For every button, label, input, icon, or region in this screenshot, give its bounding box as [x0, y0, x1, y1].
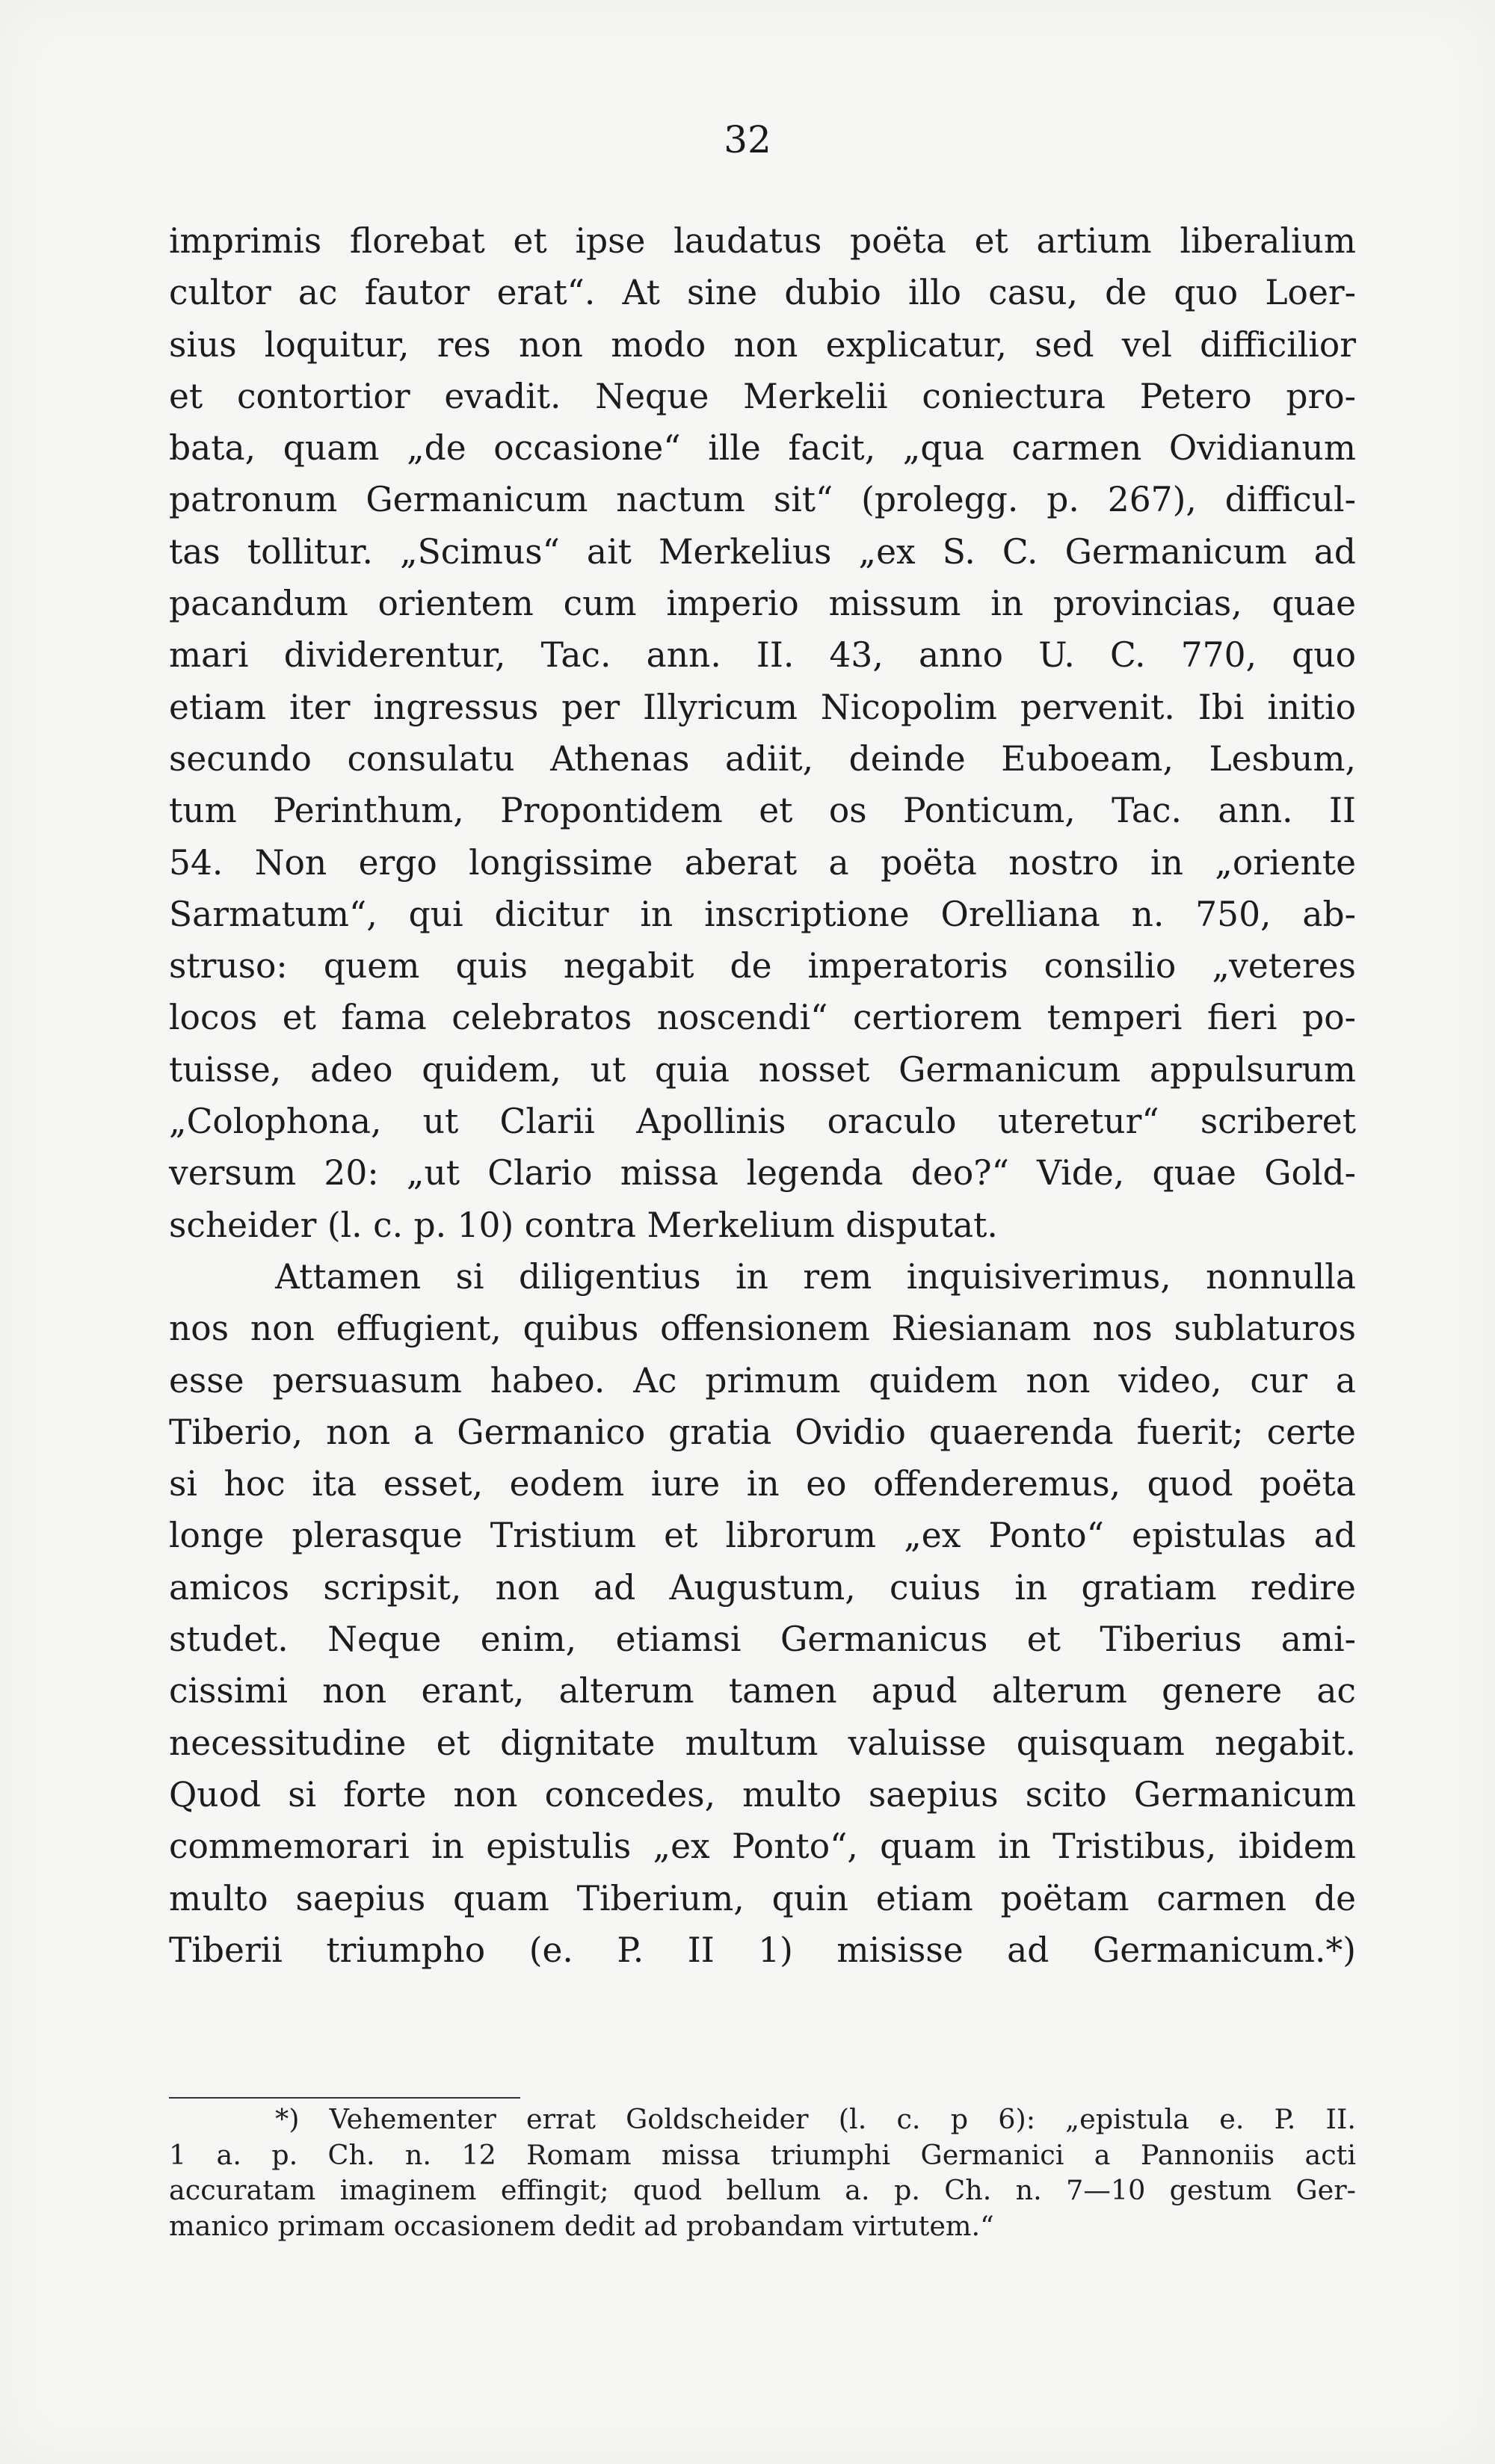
text-line: tuisse, adeo quidem, ut quia nosset Germanicum appulsurum [169, 1049, 1356, 1090]
text-line: tum Perinthum, Propontidem et os Ponticum, Tac. ann. II [169, 791, 1356, 831]
text-line: patronum Germanicum nactum sit“ (prolegg. p. 267), difficul- [169, 480, 1356, 520]
text-line: longe plerasque Tristium et librorum „ex Ponto“ epistulas ad [169, 1516, 1356, 1556]
text-line: „Colophona, ut Clarii Apollinis oraculo uteretur“ scriberet [169, 1102, 1356, 1142]
paragraph-start-line: Attamen si diligentius in rem inquisiverimus, nonnulla [275, 1256, 1356, 1297]
text-line: secundo consulatu Athenas adiit, deinde Euboeam, Lesbum, [169, 738, 1356, 779]
footnote [169, 2102, 1356, 2244]
text-line: si hoc ita esset, eodem iure in eo offenderemus, quod poëta [169, 1464, 1356, 1504]
footnote-line: 1 a. p. Ch. n. 12 Romam missa triumphi Germanici a Pannoniis acti [169, 2138, 1356, 2171]
text-line: commemorari in epistulis „ex Ponto“, quam in Tristibus, ibidem [169, 1827, 1356, 1867]
text-line: locos et fama celebratos noscendi“ certiorem temperi fieri po- [169, 998, 1356, 1038]
text-line: Sarmatum“, qui dicitur in inscriptione Orelliana n. 750, ab- [169, 894, 1356, 934]
footnote-divider [169, 2097, 520, 2099]
main-text [169, 215, 1356, 1976]
text-line: imprimis florebat et ipse laudatus poëta et artium liberalium [169, 221, 1356, 261]
footnote-line: manico primam occasionem dedit ad probandam virtutem.“ [169, 2209, 994, 2242]
text-line: mari dividerentur, Tac. ann. II. 43, anno U. C. 770, quo [169, 635, 1356, 676]
text-line: etiam iter ingressus per Illyricum Nicopolim pervenit. Ibi initio [169, 687, 1356, 727]
text-line: versum 20: „ut Clario missa legenda deo?“ Vide, quae Gold- [169, 1153, 1356, 1194]
text-line: struso: quem quis negabit de imperatoris consilio „veteres [169, 946, 1356, 986]
page-number: 32 [724, 118, 771, 161]
text-line: pacandum orientem cum imperio missum in provincias, quae [169, 584, 1356, 624]
text-line: bata, quam „de occasione“ ille facit, „qua carmen Ovidianum [169, 428, 1356, 469]
text-line: studet. Neque enim, etiamsi Germanicus et Tiberius ami- [169, 1619, 1356, 1660]
text-line: esse persuasum habeo. Ac primum quidem non video, cur a [169, 1360, 1356, 1401]
paragraph-end-line: scheider (l. c. p. 10) contra Merkelium disputat. [169, 1205, 998, 1245]
text-line: tas tollitur. „Scimus“ ait Merkelius „ex S. C. Germanicum ad [169, 531, 1356, 572]
text-line: 54. Non ergo longissime aberat a poëta nostro in „oriente [169, 842, 1356, 883]
text-line: cissimi non erant, alterum tamen apud alterum genere ac [169, 1671, 1356, 1711]
text-line: et contortior evadit. Neque Merkelii coniectura Petero pro- [169, 376, 1356, 416]
text-line: amicos scripsit, non ad Augustum, cuius in gratiam redire [169, 1567, 1356, 1608]
text-line: Quod si forte non concedes, multo saepius scito Germanicum [169, 1774, 1356, 1815]
footnote-line: accuratam imaginem effingit; quod bellum a. p. Ch. n. 7—10 gestum Ger- [169, 2174, 1356, 2206]
text-line: nos non effugient, quibus offensionem Riesianam nos sublaturos [169, 1309, 1356, 1349]
footnote-line: *) Vehementer errat Goldscheider (l. c. p 6): „epistula e. P. II. [275, 2103, 1356, 2135]
text-line: multo saepius quam Tiberium, quin etiam poëtam carmen de [169, 1878, 1356, 1918]
text-line: sius loquitur, res non modo non explicatur, sed vel difficilior [169, 324, 1356, 365]
text-line: cultor ac fautor erat“. At sine dubio illo casu, de quo Loer- [169, 273, 1356, 313]
text-line: necessitudine et dignitate multum valuisse quisquam negabit. [169, 1723, 1356, 1763]
text-line: Tiberii triumpho (e. P. II 1) misisse ad Germanicum.*) [169, 1930, 1356, 1970]
text-line: Tiberio, non a Germanico gratia Ovidio quaerenda fuerit; certe [169, 1412, 1356, 1452]
